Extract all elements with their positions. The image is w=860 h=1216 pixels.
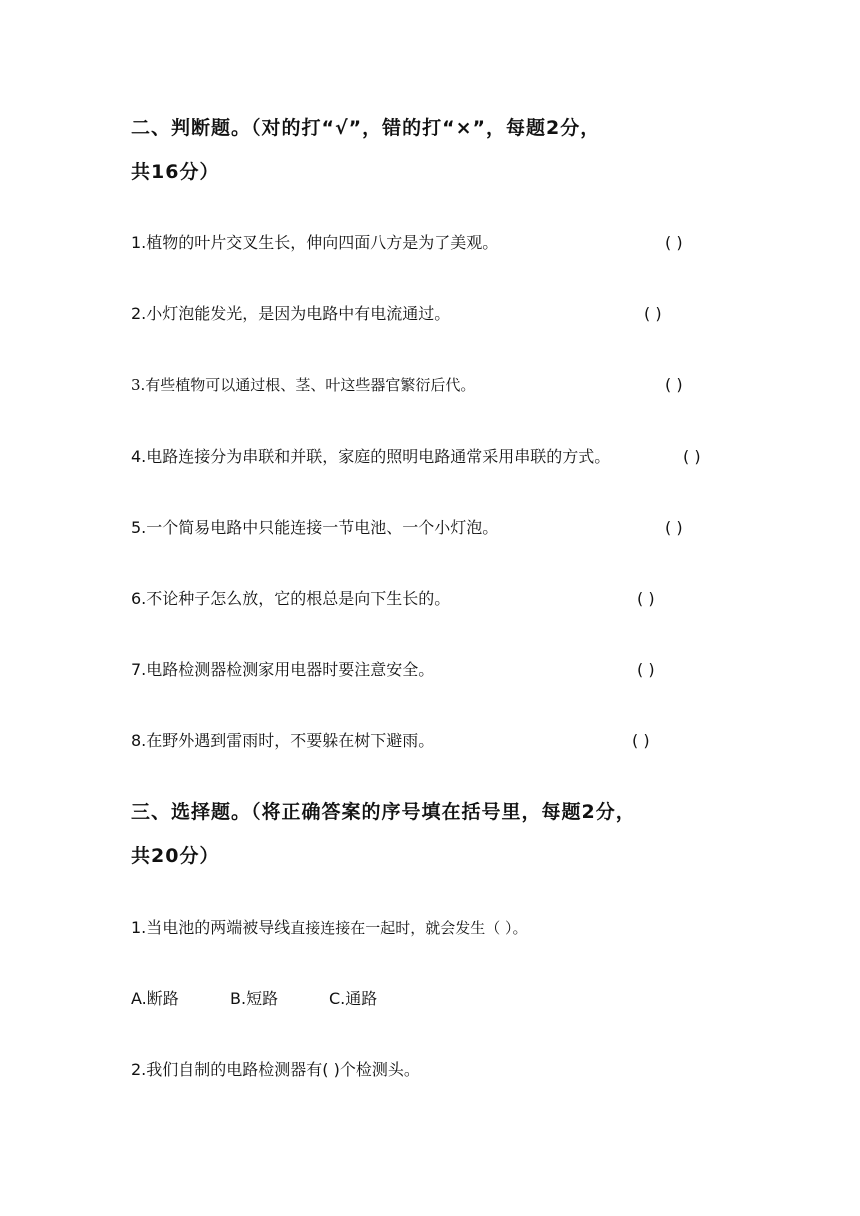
question-text: 3.有些植物可以通过根、茎、叶这些器官繁衍后代。 bbox=[131, 376, 476, 394]
answer-blank[interactable]: ( ) bbox=[637, 589, 655, 608]
answer-blank[interactable]: ( ) bbox=[637, 660, 655, 679]
question-text-part-a: 1.当电池的两端被导线 bbox=[131, 918, 291, 937]
section3-title-line1: 三、选择题。（将正确答案的序号填在括号里，每题2分， bbox=[131, 801, 636, 823]
question-text: 1.植物的叶片交叉生长，伸向四面八方是为了美观。 bbox=[131, 233, 499, 252]
answer-blank[interactable]: ( ) bbox=[632, 731, 650, 750]
question-text: 2.小灯泡能发光，是因为电路中有电流通过。 bbox=[131, 304, 451, 323]
answer-blank[interactable]: ( ) bbox=[665, 233, 683, 252]
section2-title-line2: 共16分） bbox=[131, 161, 220, 183]
section3-title-line2: 共20分） bbox=[131, 845, 220, 867]
question-text bbox=[131, 916, 528, 940]
question-text: 5.一个简易电路中只能连接一节电池、一个小灯泡。 bbox=[131, 518, 499, 537]
answer-blank[interactable]: ( ) bbox=[683, 447, 701, 466]
option-a[interactable]: A.断路 bbox=[131, 989, 179, 1008]
question-text-part-b: 直接连接在一起时，就会发生（ ）。 bbox=[290, 919, 528, 937]
answer-blank[interactable]: ( ) bbox=[665, 375, 683, 394]
question-text: 6.不论种子怎么放，它的根总是向下生长的。 bbox=[131, 589, 451, 608]
option-b[interactable]: B.短路 bbox=[230, 989, 279, 1008]
question-text: 8.在野外遇到雷雨时，不要躲在树下避雨。 bbox=[131, 731, 435, 750]
question-text: 7.电路检测器检测家用电器时要注意安全。 bbox=[131, 660, 435, 679]
options-row bbox=[131, 987, 377, 1011]
option-c[interactable]: C.通路 bbox=[329, 989, 378, 1008]
answer-blank[interactable]: ( ) bbox=[665, 518, 683, 537]
question-text: 4.电路连接分为串联和并联，家庭的照明电路通常采用串联的方式。 bbox=[131, 447, 611, 466]
question-text: 2.我们自制的电路检测器有( )个检测头。 bbox=[131, 1060, 420, 1079]
section2-title-line1: 二、判断题。（对的打“√”，错的打“×”，每题2分， bbox=[131, 117, 601, 139]
answer-blank[interactable]: ( ) bbox=[644, 304, 662, 323]
